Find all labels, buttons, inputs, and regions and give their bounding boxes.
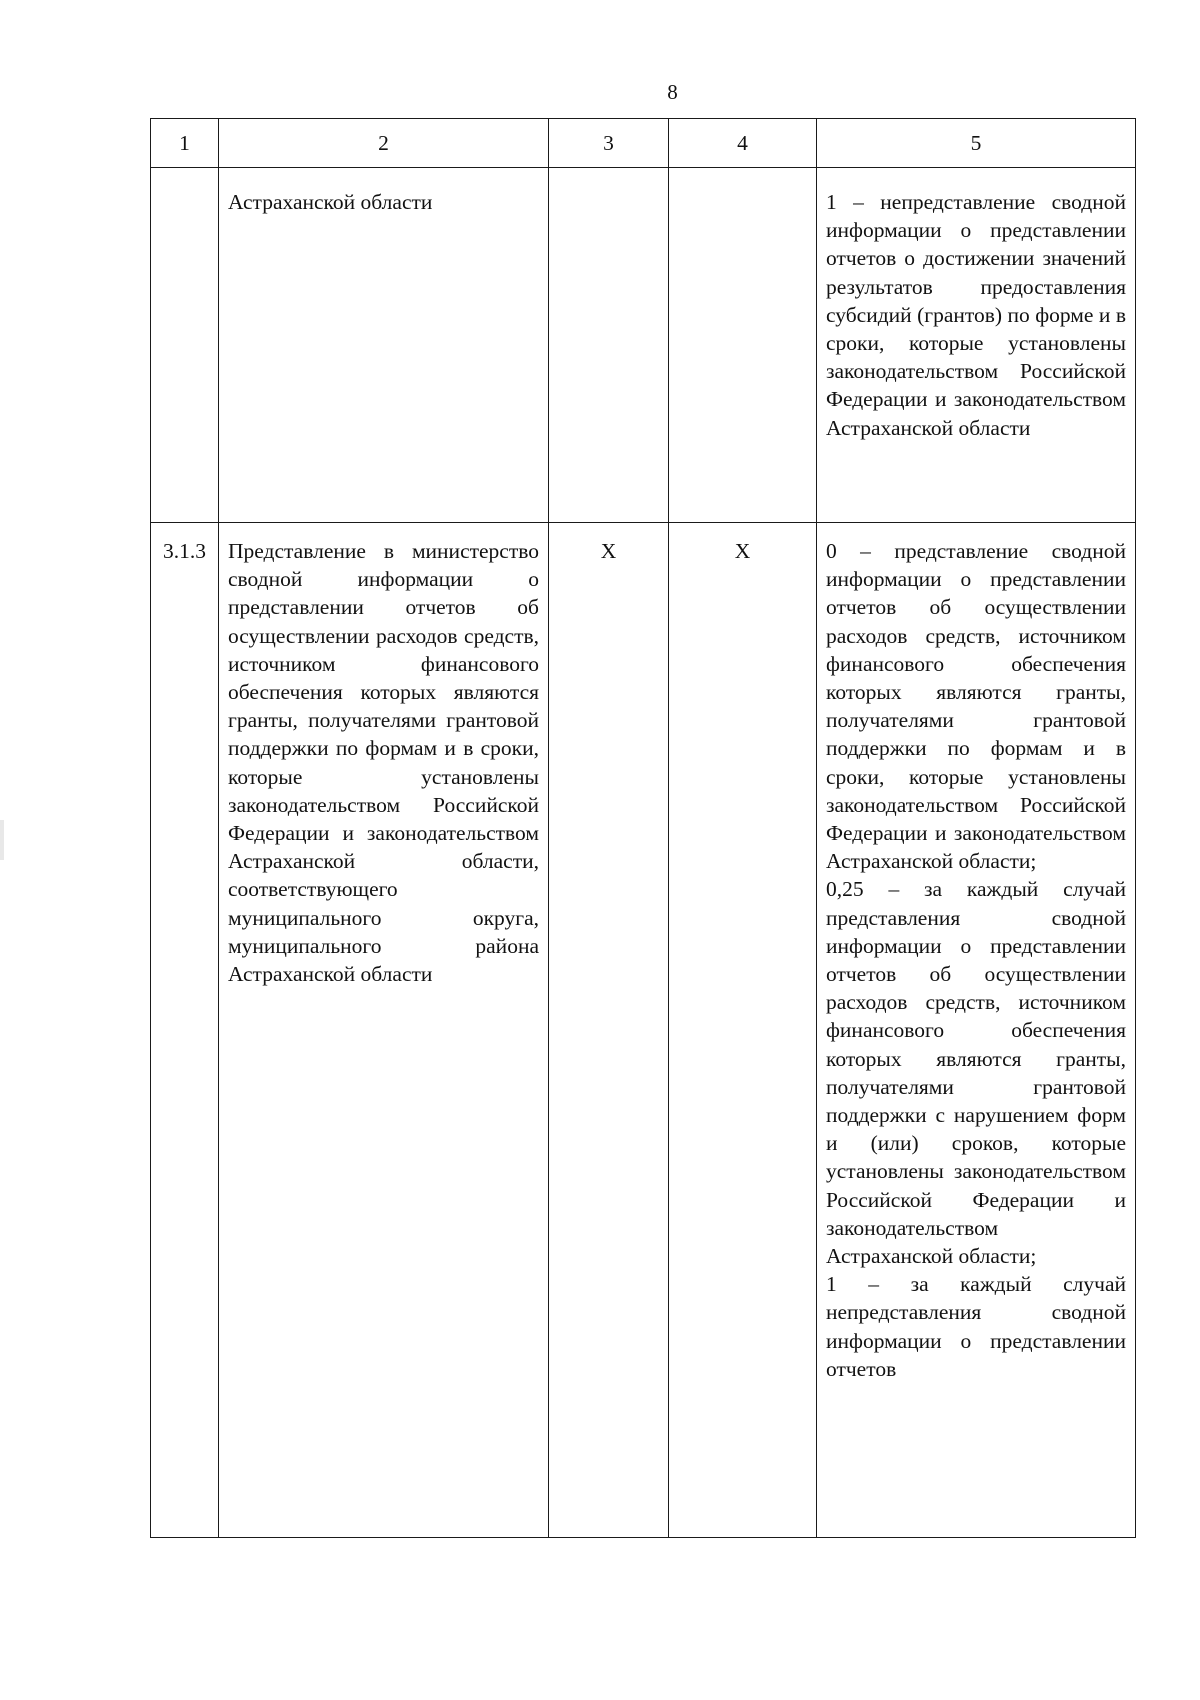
score-025-text: 0,25 – за каждый случай представления сводной информации о представлении отчетов об осуществлении расходов средств, источником финансового обеспечения которых являются гранты, получателями грантовой поддержки с нарушением форм и (или) сроков, которые установлены законодательством Российской Федерации и законодательством Астраханской области; [826,877,1126,1269]
col-4-value [669,168,817,523]
scoring-description [817,523,1136,1538]
header-col-3: 3 [549,119,669,168]
col-3-value: Х [549,523,669,1538]
page-number: 8 [667,80,678,104]
criteria-table [150,118,1136,1538]
indicator-name: Представление в министерство сводной информации о представлении отчетов об осуществлении расходов средств, источником финансового обеспечения которых являются гранты, получателями грантовой поддержки по формам и в сроки, которые установлены законодательством Российской Федерации и законодательством Астраханской области, соответствующего муниципального округа, муниципального района Астраханской области [219,523,549,1538]
header-col-4: 4 [669,119,817,168]
header-col-1: 1 [151,119,219,168]
scan-margin-mark [0,820,4,860]
header-col-2: 2 [219,119,549,168]
score-0-text: 0 – представление сводной информации о представлении отчетов об осуществлении расходов средств, источником финансового обеспечения которых являются гранты, получателями грантовой поддержки по формам и в сроки, которые установлены законодательством Российской Федерации и законодательством Астраханской области; [826,539,1126,874]
row-number [151,168,219,523]
col-3-value [549,168,669,523]
row-number: 3.1.3 [151,523,219,1538]
score-1-text: 1 – за каждый случай непредставления сводной информации о представлении отчетов [826,1272,1126,1381]
table-row [151,523,1136,1538]
table-row [151,168,1136,523]
indicator-name: Астраханской области [219,168,549,523]
table-header-row [151,119,1136,168]
header-col-5: 5 [817,119,1136,168]
col-4-value: Х [669,523,817,1538]
scoring-description: 1 – непредставление сводной информации о представлении отчетов о достижении значений результатов предоставления субсидий (грантов) по форме и в сроки, которые установлены законодательством Российской Федерации и законодательством Астраханской области [817,168,1136,523]
